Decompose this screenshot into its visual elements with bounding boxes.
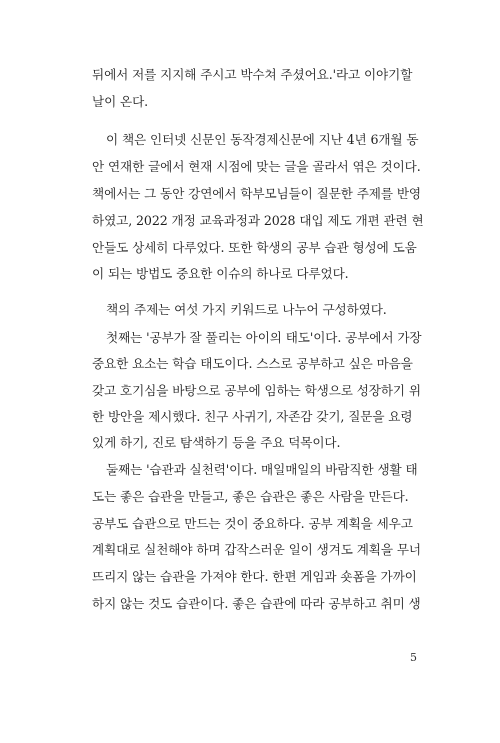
text-line: 하였고, 2022 개정 교육과정과 2028 대입 제도 개편 관련 현 xyxy=(92,213,424,228)
text-line: 이 되는 방법도 중요한 이슈의 하나로 다루었다. xyxy=(92,266,349,281)
text-line: 도는 좋은 습관을 만들고, 좋은 습관은 좋은 사람을 만든다. xyxy=(92,489,409,504)
text-line: 안 연재한 글에서 현재 시점에 맞는 글을 골라서 엮은 것이다. xyxy=(92,159,421,174)
text-line: 둘째는 '습관과 실천력'이다. 매일매일의 바람직한 생활 태 xyxy=(106,462,418,477)
text-line: 책의 주제는 여섯 가지 키워드로 나누어 구성하였다. xyxy=(106,302,387,317)
text-line: 뜨리지 않는 습관을 가져야 한다. 한편 게임과 숏폼을 가까이 xyxy=(92,569,417,584)
text-line: 책에서는 그 동안 강연에서 학부모님들이 질문한 주제를 반영 xyxy=(92,186,421,201)
text-line: 뒤에서 저를 지지해 주시고 박수쳐 주셨어요.'라고 이야기할 xyxy=(92,67,413,82)
text-line: 안들도 상세히 다루었다. 또한 학생의 공부 습관 형성에 도움 xyxy=(92,240,417,255)
text-line: 하지 않는 것도 습관이다. 좋은 습관에 따라 공부하고 취미 생 xyxy=(92,596,421,611)
text-line: 공부도 습관으로 만드는 것이 중요하다. 공부 계획을 세우고 xyxy=(92,516,413,531)
text-line: 이 책은 인터넷 신문인 동작경제신문에 지난 4년 6개월 동 xyxy=(106,132,419,147)
text-line: 있게 하기, 진로 탐색하기 등을 주요 덕목이다. xyxy=(92,435,341,450)
page-number: 5 xyxy=(410,651,417,664)
text-line: 날이 온다. xyxy=(92,94,149,109)
text-line: 중요한 요소는 학습 태도이다. 스스로 공부하고 싶은 마음을 xyxy=(92,356,413,371)
text-line: 한 방안을 제시했다. 친구 사귀기, 자존감 갖기, 질문을 요령 xyxy=(92,409,413,424)
text-line: 갖고 호기심을 바탕으로 공부에 임하는 학생으로 성장하기 위 xyxy=(92,383,421,398)
text-line: 첫째는 '공부가 잘 풀리는 아이의 태도'이다. 공부에서 가장 xyxy=(106,330,422,345)
text-line: 계획대로 실천해야 하며 갑작스러운 일이 생겨도 계획을 무너 xyxy=(92,542,421,557)
